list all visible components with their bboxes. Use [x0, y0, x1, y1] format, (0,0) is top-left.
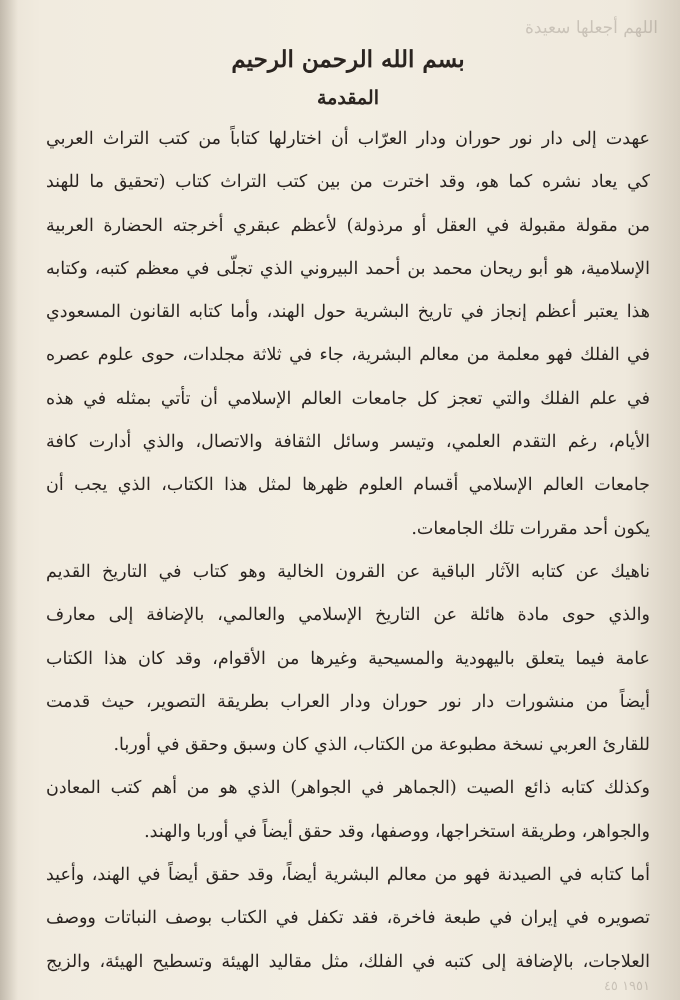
basmala: بسم الله الرحمن الرحيم — [231, 46, 465, 73]
text-line: الإسلامية، هو أبو ريحان محمد بن أحمد البيروني الذي تجلّى في معظم كتبه، وكتابه — [46, 258, 650, 279]
body-paragraphs — [46, 118, 650, 984]
bleed-through-text-bottom: ١٩٥١ ٤٥ — [603, 979, 650, 994]
text-line: هذا يعتبر أعظم إنجاز في تاريخ البشرية حول الهند، وأما كتابه القانون المسعودي — [46, 302, 650, 323]
text-line: من مقولة مقبولة في العقل أو مرذولة) لأعظم عبقري أخرجته الحضارة العربية — [46, 215, 650, 236]
section-heading: المقدمة — [316, 87, 379, 109]
text-line: جامعات العالم الإسلامي أقسام العلوم ظهرها لمثل هذا الكتاب، الذي يجب أن — [46, 475, 650, 496]
paragraph — [46, 767, 650, 854]
text-line: أما كتابه في الصيدنة فهو من معالم البشرية أيضاً، وقد حقق أيضاً في الهند، وأعيد — [46, 865, 650, 886]
text-line: في علم الفلك والتي تعجز كل جامعات العالم الإسلامي أن تأتي بمثله في هذه — [46, 388, 650, 409]
text-line: والجواهر، وطريقة استخراجها، ووصفها، وقد حقق أيضاً في أوربا والهند. — [144, 821, 650, 842]
page-gutter-shadow — [0, 0, 18, 1000]
text-line: كي يعاد نشره كما هو، وقد اخترت من بين كتب التراث كتاب (تحقيق ما للهند — [46, 172, 650, 193]
paragraph — [46, 118, 650, 551]
text-line: عامة فيما يتعلق باليهودية والمسيحية وغيرها من الأقوام، وقد كان هذا الكتاب — [46, 648, 650, 669]
text-line: وكذلك كتابه ذائع الصيت (الجماهر في الجواهر) الذي هو من أهم كتب المعادن — [46, 778, 650, 799]
text-line: والذي حوى مادة هائلة عن التاريخ الإسلامي والعالمي، بالإضافة إلى معارف — [46, 605, 650, 626]
paragraph — [46, 551, 650, 767]
text-line: العلاجات، بالإضافة إلى كتبه في الفلك، مثل مقاليد الهيئة وتسطيح الهيئة، والزيج — [46, 951, 650, 972]
text-line: للقارئ العربي نسخة مطبوعة من الكتاب، الذي كان وسبق وحقق في أوربا. — [113, 735, 650, 756]
text-line: تصويره في إيران في طبعة فاخرة، فقد تكفل في الكتاب بوصف النباتات ووصف — [46, 908, 650, 929]
text-line: الأيام، رغم التقدم العلمي، وتيسر وسائل الثقافة والاتصال، والذي أدارت كافة — [46, 432, 650, 453]
paragraph — [46, 854, 650, 984]
text-line: يكون أحد مقررات تلك الجامعات. — [411, 518, 650, 539]
bleed-through-text-top: اللهم أجعلها سعيدة — [525, 18, 658, 38]
text-line: عهدت إلى دار نور حوران ودار العرّاب أن اختارلها كتاباً من كتب التراث العربي — [46, 129, 650, 149]
page-text-block — [46, 38, 650, 984]
text-line: ناهيك عن كتابه الآثار الباقية عن القرون الخالية وهو كتاب في التاريخ القديم — [46, 561, 650, 582]
text-line: أيضاً من منشورات دار نور حوران ودار العراب بطريقة التصوير، حيث قدمت — [46, 691, 650, 712]
text-line: في الفلك فهو معلمة من معالم البشرية، جاء في ثلاثة مجلدات، حوى علوم عصره — [46, 345, 650, 366]
